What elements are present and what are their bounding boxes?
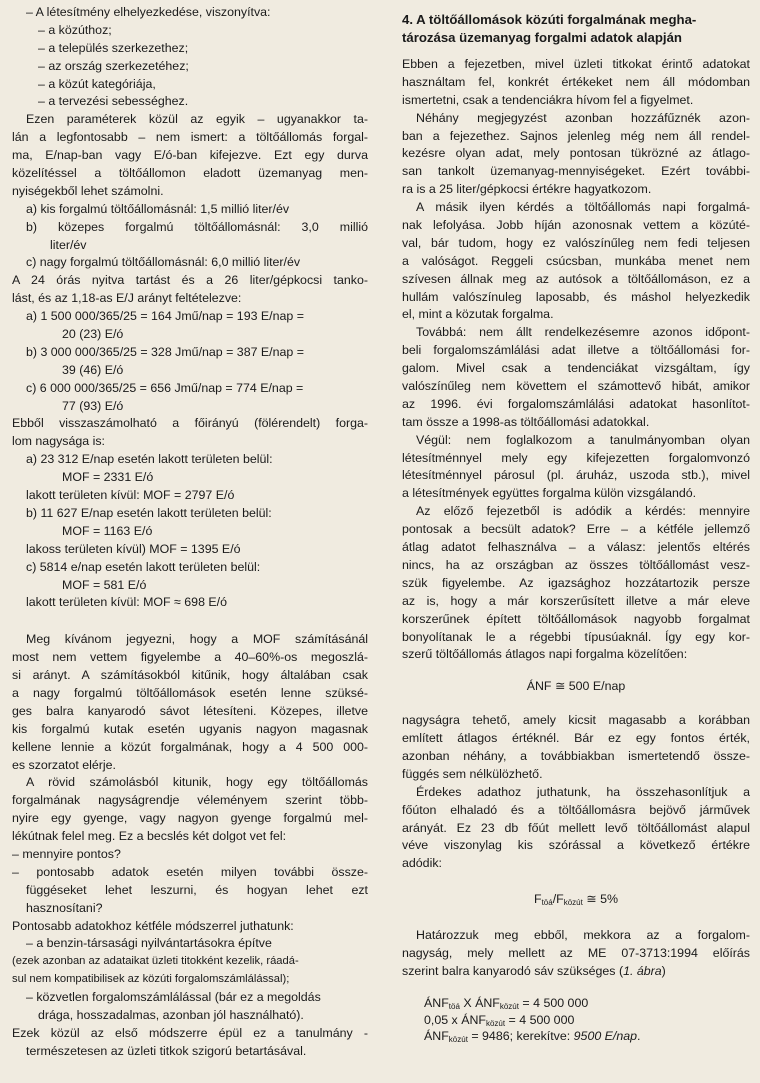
- text-line: nincs, ha az országban az összes töltőállomást vesz-: [402, 557, 750, 572]
- list-item: függéseket lehet leszurni, és hogyan lehet ezt: [26, 882, 368, 897]
- text-line: san tankolt üzemanyag-mennyiségeket. Ezért további-: [402, 164, 750, 179]
- list-item: lakott területen kívül: MOF = 2797 E/ó: [26, 488, 235, 503]
- equation-line: 0,05 x $ÁNF_{közút} = 4$ 500 000: [424, 1012, 575, 1028]
- list-item: hasznosítani?: [26, 900, 103, 915]
- left-column: [12, 4, 368, 1061]
- text-line: átlag adatot felhasználva – a válasz: jelentős eltérés: [402, 540, 750, 555]
- paragraph: [402, 927, 750, 981]
- heading-line: 4. A töltőállomások közúti forgalmának megha-: [402, 12, 697, 27]
- equation-line: $ÁNF_{töá}$ X $ÁNF_{közút} = 4$ 500 000: [424, 995, 589, 1011]
- list-item: a) 1 500 000/365/25 = 164 Jmű/nap = 193 E/nap =: [26, 309, 304, 324]
- text-line: tam össze a 1998-as töltőállomási adatokkal.: [402, 414, 650, 429]
- equation-line: $ÁNF_{közút} = 9486$; kerekítve: 9500 E/nap.: [424, 1028, 641, 1044]
- text-line: A másik ilyen kérdés a töltőállomás napi forgalmá-: [416, 200, 750, 215]
- text-line: galom. Mivel csak a tendenciákat vizsgáltam, így: [402, 361, 750, 376]
- equation-anf: ÁNF ≅ 500 E/nap: [526, 679, 626, 694]
- text-line: nyiségekből lehet számolni.: [12, 183, 164, 198]
- text-line: lékútnak felel meg. Ez a becslés két dolgot vet fel:: [12, 829, 287, 844]
- text-line: nagyságra tehető, amely kicsit magasabb a korábban: [402, 713, 750, 728]
- text-line: Pontosabb adatokhoz kétféle módszerrel juthatunk:: [12, 918, 294, 933]
- list-item: c) nagy forgalmú töltőállomásnál: 6,0 millió liter/év: [26, 255, 301, 270]
- list-item: – a benzin-társasági nyilvántartásokra építve: [26, 936, 272, 951]
- list-item: – A létesítmény elhelyezkedése, viszonyítva:: [26, 5, 271, 19]
- list-item: – a tervezési sebességhez.: [38, 94, 189, 109]
- text-line: nyire egy gyenge, vagy nagyon gyenge forgalmú mel-: [12, 811, 368, 826]
- text-line: hullám valószínuleg laposabb, és máshol helyezkedik: [402, 289, 750, 304]
- text-line: említett átlagos értéknél. Bár ez egy fontos érték,: [402, 731, 750, 746]
- text-line: használtam fel, konkrét értékeket nem áll módomban: [402, 74, 750, 89]
- text-line: Ezen paraméterek közül az egyik – ugyanakkor ta-: [26, 112, 368, 127]
- text-line: lom nagysága is:: [12, 434, 105, 449]
- list-item: – az ország szerkezetéhez;: [38, 58, 189, 73]
- list-item: – mennyire pontos?: [12, 846, 121, 861]
- text-line: ban a fejezethez. Sajnos jelenleg még nem áll rendel-: [402, 128, 750, 143]
- text-line: az is, hogy a már korszerűsített illetve a már eleve: [402, 593, 750, 608]
- text-line: Meg kívánom jegyezni, hogy a MOF számításánál: [26, 632, 368, 647]
- list-item: – a közúthoz;: [38, 22, 112, 37]
- list-item: – a település szerkezethez;: [38, 40, 189, 55]
- text-line: beli forgalomszámlálási adat illetve a töltőállomási for-: [402, 343, 750, 358]
- text-line: véve viszonylag kis szórással a következő értékre: [402, 838, 750, 853]
- list-item: MOF = 2331 E/ó: [62, 470, 154, 485]
- text-line: Ezek közül az első módszerre épül ez a tanulmány -: [12, 1025, 368, 1040]
- list-item: a) kis forgalmú töltőállomásnál: 1,5 millió liter/év: [26, 201, 290, 216]
- list-item: 77 (93) E/ó: [62, 398, 124, 413]
- text-line: el, mint a közutak forgalma.: [402, 307, 554, 322]
- text-line: ra is a 25 liter/gépkocsi értékre hagyatkozom.: [402, 182, 652, 197]
- text-line: azonban néhány, a továbbiakban ismertetendő össze-: [402, 748, 750, 763]
- list-item: MOF = 1163 E/ó: [62, 523, 153, 538]
- paragraph: [402, 324, 750, 431]
- list-item: c) 5814 e/nap esetén lakott területen belül:: [26, 559, 261, 574]
- text-line: Határozzuk meg ebből, mekkora az a forgalom-: [416, 928, 750, 943]
- paragraph: [402, 56, 750, 110]
- text-line: szerű töltőállomás átlagos napi forgalma közelítően:: [402, 647, 688, 662]
- text-line: ismertetni, csak a tendenciákra hívom fel a figyelmet.: [402, 92, 694, 107]
- text-line: Végül: nem foglalkozom a tanulmányomban olyan: [416, 432, 750, 447]
- paragraph: [402, 712, 750, 784]
- text-line: valószínűleg nem követtem el számottevő hibát, amikor: [402, 379, 750, 394]
- text-line: Ebben a fejezetben, mivel üzleti titkokat érintő adatokat: [402, 57, 750, 71]
- mof-list: [12, 451, 368, 612]
- text-line: nak lefolyása. Jobb híján azonosnak vettem a közúté-: [402, 218, 750, 233]
- text-line: A rövid számolásból kitunik, hogy egy töltőállomás: [26, 775, 368, 790]
- paragraph: [402, 199, 750, 324]
- text-line: adódik:: [402, 856, 442, 871]
- text-line: nagyság, mely mellett az ME 07-3713:1994 előírás: [402, 945, 750, 960]
- text-line: pontosak a becsült adatok? Erre – a kétféle jellemző: [402, 522, 750, 537]
- text-line: A 24 órás nyitva tartást és a 26 liter/gépkocsi tanko-: [12, 273, 368, 288]
- paragraph: [12, 111, 368, 200]
- figure-reference: 1. ábra: [623, 963, 662, 978]
- text-line: az 1996. évi forgalomszámlálási adatokat hasonlítot-: [402, 396, 750, 411]
- text-line: főúton elhaladó és a töltőállomásra bejövő járművek: [402, 802, 750, 817]
- location-list: [12, 4, 368, 111]
- paragraph: [402, 432, 750, 504]
- calc-list: [12, 308, 368, 415]
- text-line: szívesen állnak meg az autósok a töltőállomáson, ez a: [402, 271, 750, 286]
- section-heading: [402, 11, 750, 46]
- text-line: lást, és az 1,18-as E/J arányt feltételezve:: [12, 291, 242, 306]
- list-item: b) 3 000 000/365/25 = 328 Jmű/nap = 387 E/nap =: [26, 344, 304, 359]
- list-item: lakott területen kívül: MOF ≈ 698 E/ó: [26, 595, 228, 610]
- text-line: lán a legfontosabb – nem ismert: a töltőállomás forgal-: [12, 130, 368, 145]
- text-line: Továbbá: nem állt rendelkezésemre azonos időpont-: [416, 325, 750, 340]
- text-line: korszerűnek épített töltőállomások nagyobb forgalmat: [402, 611, 750, 626]
- list-item: b) 11 627 E/nap esetén lakott területen belül:: [26, 505, 272, 520]
- note-line: sul nem kompatibilisek az közúti forgalomszámlálással);: [12, 973, 290, 986]
- paragraph: [12, 774, 368, 846]
- text-line: szük figyelembe. Az igazsághoz hozzátartozik persze: [402, 575, 750, 590]
- list-item: 20 (23) E/ó: [62, 327, 124, 342]
- text-line: kezésre olyan adat, mely pontosan tükrözné az átlago-: [402, 146, 750, 161]
- list-item: – pontosabb adatok esetén milyen további össze-: [12, 864, 368, 879]
- list-item: a) 23 312 E/nap esetén lakott területen belül:: [26, 452, 273, 467]
- list-item: 39 (46) E/ó: [62, 362, 124, 377]
- list-item: b) közepes forgalmú töltőállomásnál: 3,0 millió: [26, 219, 368, 234]
- text-line: Ebből visszaszámolható a főirányú (fölérendelt) forga-: [12, 416, 368, 431]
- text-line: ma, E/nap-ban vagy E/ó-ban kifejezve. Ezt egy durva: [12, 148, 368, 163]
- text-line: létesítménnyel mely egy kifejezetten forgalomvonzó: [402, 450, 750, 465]
- text-line: függés sem nélkülözhető.: [402, 766, 543, 781]
- text-line: si arányt. A számításokból kitűnik, hogy általában csak: [12, 668, 368, 683]
- text-line: közelítéssel a töltőállomon eladott üzemanyag men-: [12, 166, 368, 181]
- equation-block: [402, 995, 750, 1046]
- text-line: arányát. Ez 23 db főút mellett levő töltőállomást alapul: [402, 820, 750, 835]
- text-line: a nagy forgalmú töltőállomások esetén lenne szüksé-: [12, 685, 368, 700]
- heading-line: tározása üzemanyag forgalmi adatok alapján: [402, 29, 682, 45]
- paragraph: [12, 415, 368, 451]
- text-line: természetesen az üzleti titkok szigorú betartásával.: [26, 1043, 307, 1058]
- text-line: létesítménnyel párosul (pl. áruház, uszoda stb.), mivel: [402, 468, 750, 483]
- text-line: Néhány megjegyzést azonban hozzáfűznék azon-: [416, 110, 750, 125]
- paragraph: [402, 503, 750, 664]
- text-line: forgalmának nagyságrendje véleményem szerint több-: [12, 793, 368, 808]
- paragraph: [402, 784, 750, 873]
- list-item: – közvetlen forgalomszámlálással (bár ez a megoldás: [26, 990, 321, 1005]
- text-line: a valóságot. Reggeli csúcsban, munkába menet nem: [402, 253, 750, 268]
- list-item: drága, hosszadalmas, azonban jól használható).: [38, 1007, 304, 1022]
- text-line: val, bár tudom, hogy ez valószínűleg nem fedi teljesen: [402, 235, 750, 250]
- text-line: es szorzatot elérje.: [12, 757, 116, 772]
- note-line: (ezek azonban az adataikat üzleti titokként kezelik, ráadá-: [12, 955, 299, 968]
- text-line: ges balra kanyarodó sávot létesíteni. Közepes, illetve: [12, 703, 368, 718]
- text-line: Érdekes adathoz juthatunk, ha összehasonlítjuk a: [416, 784, 750, 799]
- list-item: c) 6 000 000/365/25 = 656 Jmű/nap = 774 E/nap =: [26, 380, 304, 395]
- list-item: liter/év: [50, 237, 87, 252]
- text-line: Az előző fejezetből is adódik a kérdés: mennyire: [416, 504, 750, 519]
- text-line: kellene lennie a közút forgalmának, hogy a 4 500 000-: [12, 739, 368, 754]
- text-line: szerint balra kanyarodó sáv szükséges (1. ábra): [402, 963, 666, 978]
- paragraph: [12, 631, 368, 774]
- question-list: [12, 846, 368, 918]
- right-column: [402, 11, 750, 1046]
- list-item: MOF = 581 E/ó: [62, 577, 147, 592]
- paragraph: [12, 272, 368, 308]
- text-line: bonyolítanak le a régebbi típusúaknál. Így egy kor-: [402, 629, 750, 644]
- paragraph: [402, 110, 750, 199]
- text-line: kis forgalmú kutak esetén ugyanis nagyon magasnak: [12, 721, 368, 736]
- list-item: lakoss területen kívül) MOF = 1395 E/ó: [26, 541, 241, 556]
- list-item: – a közút kategóriája,: [38, 76, 156, 91]
- text-line: most nem vettem figyelembe a 40–60%-os megoszlá-: [12, 650, 368, 665]
- volume-list: [12, 201, 368, 273]
- text-line: a létesítmények együttes forgalma külön vizsgálandó.: [402, 486, 697, 501]
- equation-ratio: $F_{töá}/F_{közút}$ ≅ 5%: [533, 892, 619, 908]
